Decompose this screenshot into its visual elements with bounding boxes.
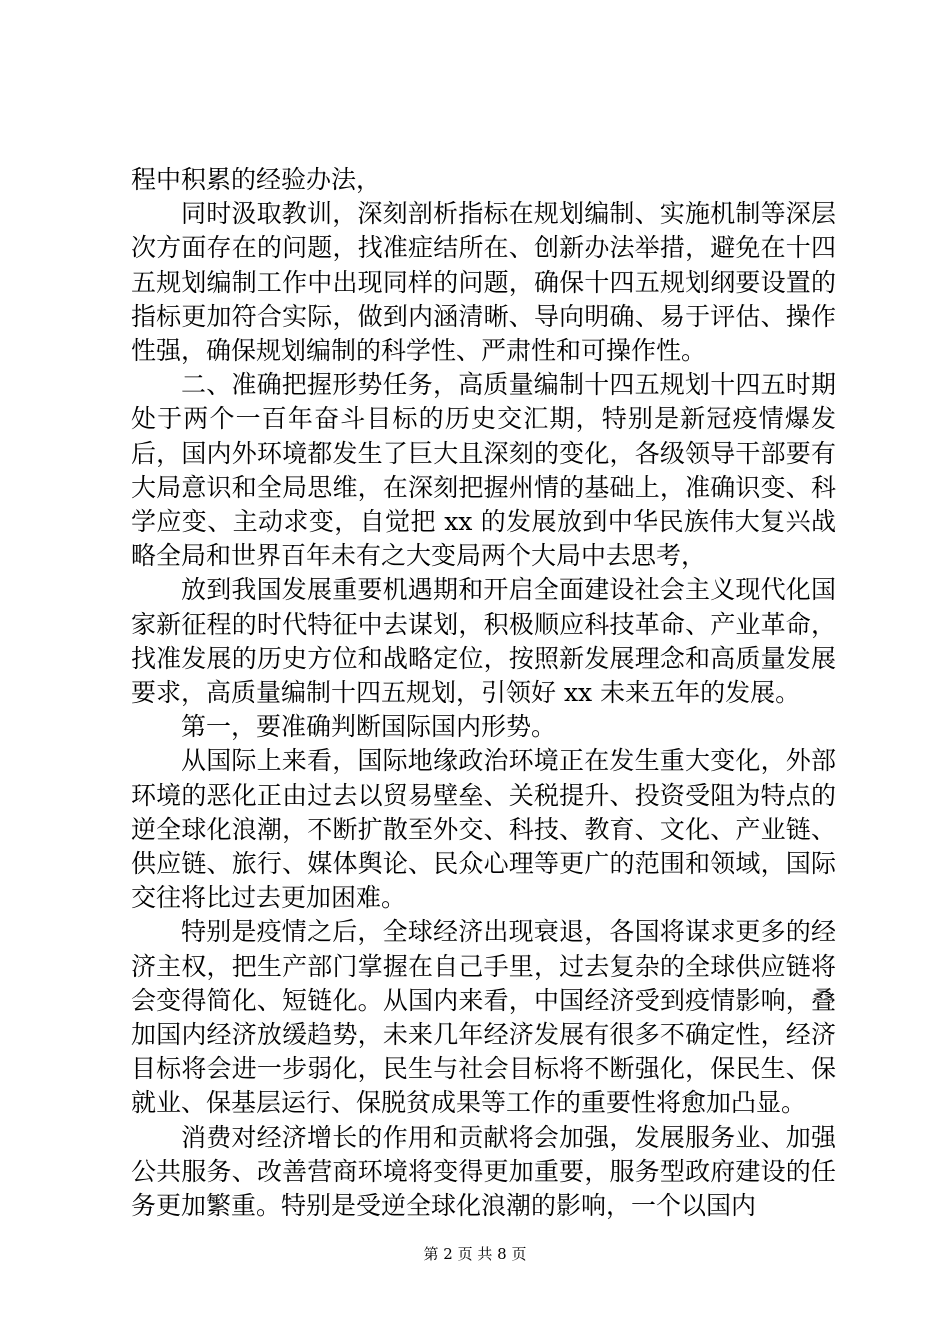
paragraph-heading: 第一，要准确判断国际国内形势。 [181,712,557,742]
paragraph: 二、准确把握形势任务，高质量编制十四五规划十四五时期处于两个一百年奋斗目标的历史交汇期，特别是新冠疫情爆发后，国内外环境都发生了巨大且深刻的变化，各级领导干部要有大局意识和全局思维，在深刻把握州情的基础上，准确识变、科学应变、主动求变，自觉把 xx 的发展放到中华民族伟大复兴战略全局和世界百年未有之大变局两个大局中去思考， [131,370,836,571]
page-number-footer: 第 2 页 共 8 页 [423,1245,527,1263]
paragraph-continuation: 程中积累的经验办法， [131,165,382,194]
document-body [131,163,836,1223]
paragraph: 消费对经济增长的作用和贡献将会加强，发展服务业、加强公共服务、改善营商环境将变得更加重要，服务型政府建设的任务更加繁重。特别是受逆全球化浪潮的影响，一个以国内 [131,1122,836,1221]
paragraph: 特别是疫情之后，全球经济出现衰退，各国将谋求更多的经济主权，把生产部门掌握在自己手里，过去复杂的全球供应链将会变得简化、短链化。从国内来看，中国经济受到疫情影响，叠加国内经济放缓趋势，未来几年经济发展有很多不确定性，经济目标将会进一步弱化，民生与社会目标将不断强化，保民生、保就业、保基层运行、保脱贫成果等工作的重要性将愈加凸显。 [131,917,836,1118]
paragraph: 同时汲取教训，深刻剖析指标在规划编制、实施机制等深层次方面存在的问题，找准症结所在、创新办法举措，避免在十四五规划编制工作中出现同样的问题，确保十四五规划纲要设置的指标更加符合实际，做到内涵清晰、导向明确、易于评估、操作性强，确保规划编制的科学性、严肃性和可操作性。 [131,199,836,366]
paragraph: 放到我国发展重要机遇期和开启全面建设社会主义现代化国家新征程的时代特征中去谋划，积极顺应科技革命、产业革命，找准发展的历史方位和战略定位，按照新发展理念和高质量发展要求，高质量编制十四五规划，引领好 xx 未来五年的发展。 [131,575,836,708]
paragraph: 从国际上来看，国际地缘政治环境正在发生重大变化，外部环境的恶化正由过去以贸易壁垒、关税提升、投资受阻为特点的逆全球化浪潮，不断扩散至外交、科技、教育、文化、产业链、供应链、旅行、媒体舆论、民众心理等更广的范围和领域，国际交往将比过去更加困难。 [131,746,836,913]
